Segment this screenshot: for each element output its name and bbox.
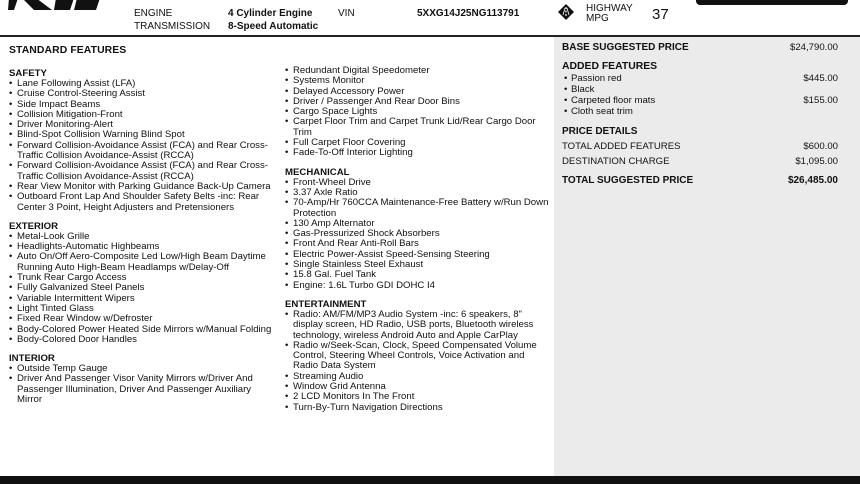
list-item: • Side Impact Beams	[9, 100, 275, 110]
list-item: • Electric Power-Assist Speed-Sensing Steering	[285, 250, 550, 260]
list-item: • Variable Intermittent Wipers	[9, 294, 275, 304]
list-item: • Light Tinted Glass	[9, 304, 275, 314]
brand-logo-icon	[8, 0, 108, 14]
list-item: • Front-Wheel Drive	[285, 178, 550, 188]
list-item: • Forward Collision-Avoidance Assist (FCA) and Rear Cross-Traffic Collision Avoidance-Assist (RCCA)	[9, 161, 275, 182]
list-item: • 3.37 Axle Ratio	[285, 188, 550, 198]
highway-mpg-label: HIGHWAY MPG	[586, 3, 633, 24]
pricing-panel	[554, 37, 860, 484]
list-item: • Front And Rear Anti-Roll Bars	[285, 239, 550, 249]
list-item: • Redundant Digital Speedometer	[285, 66, 550, 76]
list-item: • Forward Collision-Avoidance Assist (FCA) and Rear Cross-Traffic Collision Avoidance-Assist (RCCA)	[9, 141, 275, 162]
list-item: • 2 LCD Monitors In The Front	[285, 392, 550, 402]
list-item: • Carpet Floor Trim and Carpet Trunk Lid/Rear Cargo Door Trim	[285, 117, 550, 138]
section-mechanical-heading: MECHANICAL	[285, 166, 350, 178]
standard-features-title: STANDARD FEATURES	[9, 45, 127, 56]
destination-row: DESTINATION CHARGE $1,095.00	[562, 156, 838, 167]
list-item: • Cargo Space Lights	[285, 107, 550, 117]
list-item: • Trunk Rear Cargo Access	[9, 273, 275, 283]
section-entertainment-heading: ENTERTAINMENT	[285, 298, 367, 310]
total-price-value: $26,485.00	[787, 175, 838, 186]
bottom-bar	[0, 476, 860, 484]
list-item: • 130 Amp Alternator	[285, 219, 550, 229]
list-item: • Fixed Rear Window w/Defroster	[9, 314, 275, 324]
base-price-value: $24,790.00	[789, 42, 838, 53]
exterior-list	[9, 232, 275, 345]
added-feature-row: • Cloth seat trim	[562, 107, 838, 117]
base-price-label: BASE SUGGESTED PRICE	[562, 42, 689, 53]
list-item: • Delayed Accessory Power	[285, 87, 550, 97]
list-item: • Driver And Passenger Visor Vanity Mirrors w/Driver And Passenger Illumination, Driver And Passenger Auxiliary Mirror	[9, 374, 275, 405]
list-item: • Streaming Audio	[285, 372, 550, 382]
list-item: • Cruise Control-Steering Assist	[9, 89, 275, 99]
vin-value: 5XXG14J25NG113791	[417, 8, 520, 19]
list-item: • Lane Following Assist (LFA)	[9, 79, 275, 89]
section-safety-heading: SAFETY	[9, 68, 47, 79]
list-item: • Radio: AM/FM/MP3 Audio System -inc: 6 speakers, 8" display screen, HD Radio, USB ports, Bluetooth wireless technology, wireless Android Auto and Apple CarPlay	[285, 310, 550, 341]
list-item: • Fully Galvanized Steel Panels	[9, 283, 275, 293]
list-item: • Fade-To-Off Interior Lighting	[285, 148, 550, 158]
added-feature-row: • Black	[562, 85, 838, 95]
header-black-tab	[696, 0, 848, 5]
list-item: • Radio w/Seek-Scan, Clock, Speed Compensated Volume Control, Steering Wheel Controls, Voice Activation and Radio Data System	[285, 341, 550, 372]
list-item: • Engine: 1.6L Turbo GDI DOHC I4	[285, 281, 550, 291]
engine-label: ENGINE	[134, 8, 173, 19]
list-item: • Single Stainless Steel Exhaust	[285, 260, 550, 270]
section-exterior-heading: EXTERIOR	[9, 220, 59, 232]
list-item: • Driver Monitoring-Alert	[9, 120, 275, 130]
features-middle-column	[285, 66, 550, 413]
engine-value: 4 Cylinder Engine	[228, 8, 313, 19]
added-features-heading: ADDED FEATURES	[562, 61, 658, 72]
header-strip	[0, 0, 860, 34]
features-left-column	[9, 44, 275, 405]
list-item: • Collision Mitigation-Front	[9, 110, 275, 120]
list-item: • Body-Colored Power Heated Side Mirrors w/Manual Folding	[9, 325, 275, 335]
list-item: • Window Grid Antenna	[285, 382, 550, 392]
added-feature-row: • Carpeted floor mats $155.00	[562, 96, 838, 106]
list-item: • 15.8 Gal. Fuel Tank	[285, 270, 550, 280]
added-feature-row: • Passion red $445.00	[562, 74, 838, 84]
highway-mpg-value: 37	[652, 6, 669, 23]
list-item: • Driver / Passenger And Rear Door Bins	[285, 97, 550, 107]
transmission-value: 8-Speed Automatic	[228, 21, 319, 32]
list-item: • Turn-By-Turn Navigation Directions	[285, 403, 550, 413]
list-item: • Body-Colored Door Handles	[9, 335, 275, 345]
interior-continued-list	[285, 66, 550, 159]
list-item: • Blind-Spot Collision Warning Blind Spot	[9, 130, 275, 140]
section-interior-heading: INTERIOR	[9, 353, 55, 365]
entertainment-list	[285, 310, 550, 413]
list-item: • Rear View Monitor with Parking Guidance Back-Up Camera	[9, 182, 275, 192]
transmission-label: TRANSMISSION	[134, 21, 211, 32]
price-details-heading: PRICE DETAILS	[562, 126, 638, 137]
list-item: • Full Carpet Floor Covering	[285, 138, 550, 148]
vin-label: VIN	[338, 8, 355, 19]
list-item: • 70-Amp/Hr 760CCA Maintenance-Free Battery w/Run Down Protection	[285, 198, 550, 219]
list-item: • Gas-Pressurized Shock Absorbers	[285, 229, 550, 239]
total-price-label: TOTAL SUGGESTED PRICE	[562, 175, 694, 186]
base-price-row	[562, 42, 838, 53]
list-item: • Outboard Front Lap And Shoulder Safety Belts -inc: Rear Center 3 Point, Height Adjusters and Pretensioners	[9, 192, 275, 213]
total-price-row	[562, 175, 838, 186]
highway-icon	[557, 3, 575, 21]
list-item: • Metal-Look Grille	[9, 232, 275, 242]
interior-list	[9, 364, 275, 405]
list-item: • Systems Monitor	[285, 76, 550, 86]
list-item: • Outside Temp Gauge	[9, 364, 275, 374]
total-added-row: TOTAL ADDED FEATURES $600.00	[562, 141, 838, 152]
mechanical-list	[285, 178, 550, 291]
list-item: • Headlights-Automatic Highbeams	[9, 242, 275, 252]
list-item: • Auto On/Off Aero-Composite Led Low/High Beam Daytime Running Auto High-Beam Headlamps w/Delay-Off	[9, 252, 275, 273]
safety-list	[9, 79, 275, 213]
